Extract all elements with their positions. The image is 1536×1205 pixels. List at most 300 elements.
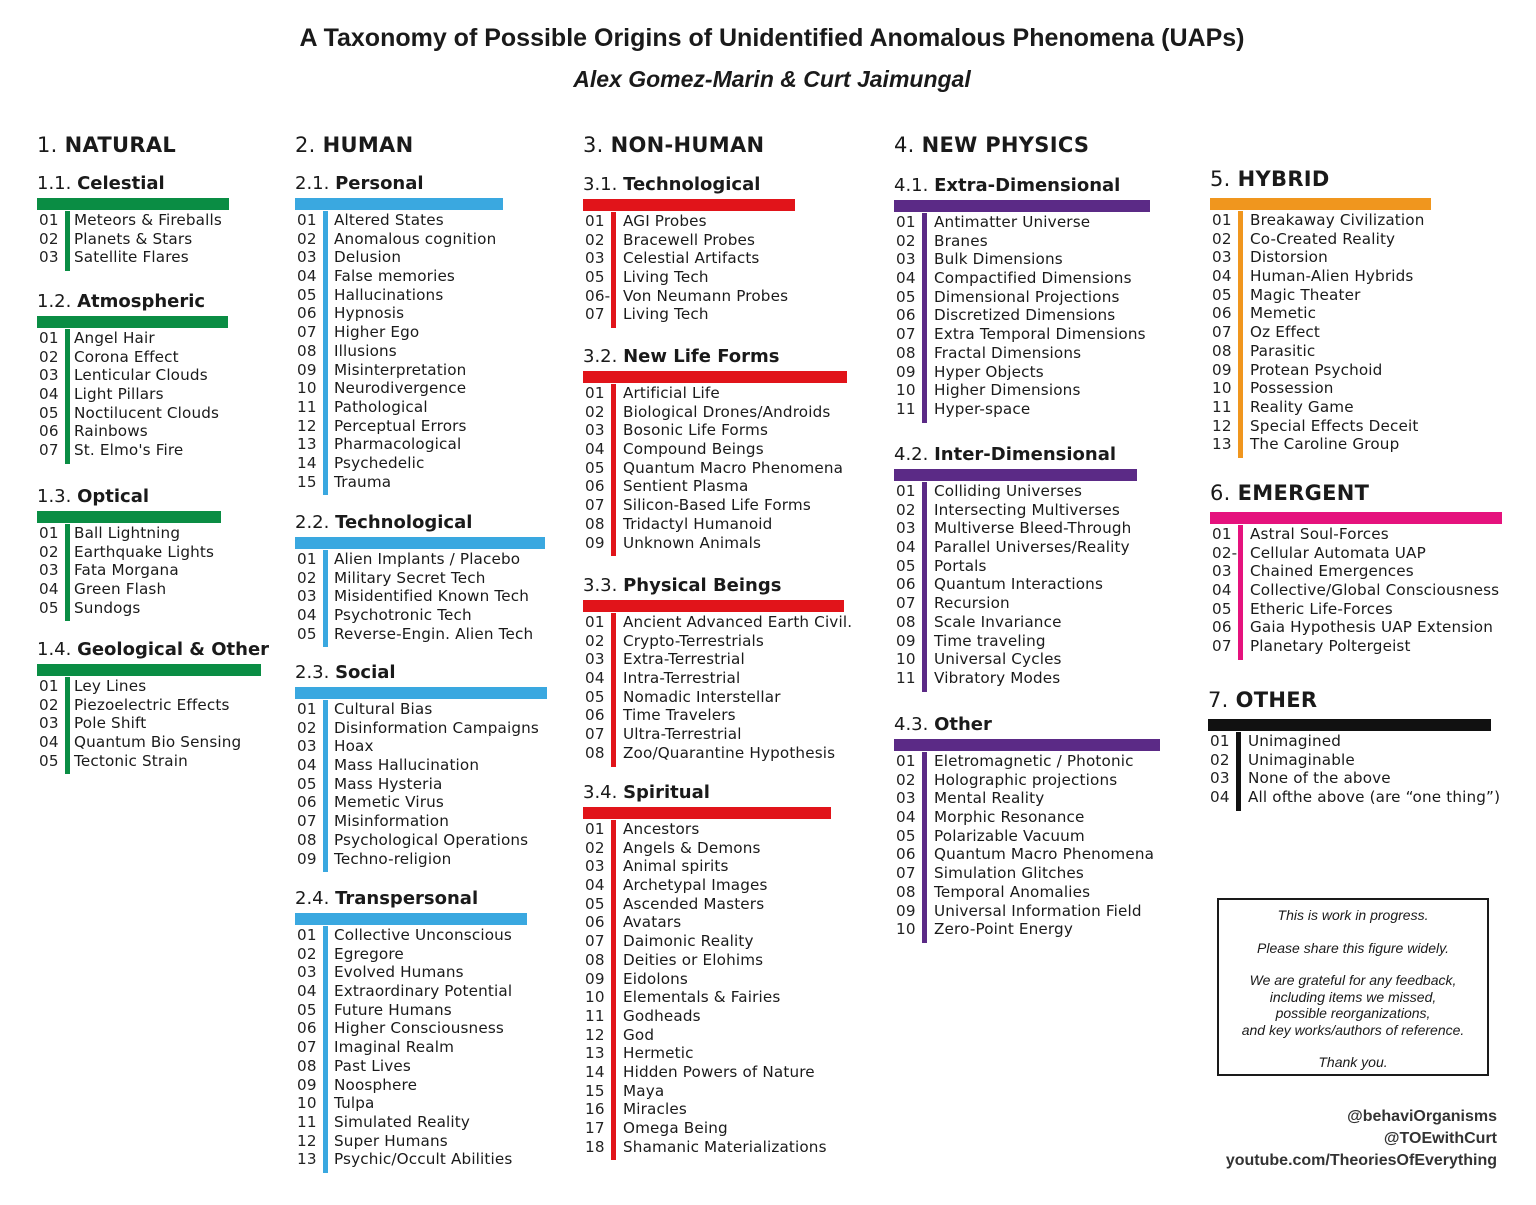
subcategory-list bbox=[583, 613, 853, 763]
item-label: Imaginal Realm bbox=[334, 1038, 455, 1057]
item-label: Noctilucent Clouds bbox=[74, 403, 220, 422]
item-label: Altered States bbox=[334, 211, 444, 229]
list-item bbox=[295, 342, 503, 361]
list-item bbox=[583, 1044, 831, 1063]
item-label: Unknown Animals bbox=[623, 533, 762, 552]
item-label: Avatars bbox=[623, 913, 682, 932]
list-item bbox=[1208, 788, 1501, 807]
category-list bbox=[1210, 525, 1502, 656]
list-item bbox=[295, 1094, 527, 1113]
item-number: 04 bbox=[896, 269, 916, 288]
note-line: and key works/authors of reference. bbox=[1241, 1021, 1465, 1038]
item-number: 02 bbox=[39, 229, 59, 248]
item-number: 02 bbox=[297, 944, 317, 963]
item-label: Colliding Universes bbox=[934, 482, 1083, 500]
item-number: 06 bbox=[297, 304, 317, 323]
category-name: HUMAN bbox=[322, 133, 414, 157]
category-number: 7. bbox=[1208, 688, 1236, 712]
list-item bbox=[894, 288, 1150, 307]
item-number: 04 bbox=[297, 756, 317, 775]
item-number: 08 bbox=[896, 612, 916, 631]
list-item bbox=[583, 988, 831, 1007]
list-item bbox=[295, 606, 545, 625]
subcategory-list bbox=[583, 212, 795, 324]
subcategory-new-life-forms bbox=[583, 346, 847, 552]
item-number: 04 bbox=[585, 440, 605, 459]
item-label: Ancient Advanced Earth Civil. bbox=[623, 613, 853, 631]
list-item bbox=[295, 1019, 527, 1038]
item-label: Ascended Masters bbox=[623, 894, 765, 913]
item-label: Meteors & Fireballs bbox=[74, 211, 222, 229]
subcategory-number: 2.4. bbox=[295, 888, 336, 909]
list-item bbox=[583, 231, 795, 250]
item-label: Biological Drones/Androids bbox=[623, 402, 831, 421]
item-label: Rainbows bbox=[74, 422, 148, 441]
list-item bbox=[894, 232, 1150, 251]
list-item bbox=[894, 400, 1150, 419]
subcategory-name: Personal bbox=[335, 173, 424, 194]
item-number: 10 bbox=[1212, 379, 1232, 398]
item-number: 05 bbox=[297, 774, 317, 793]
item-label: Polarizable Vacuum bbox=[934, 826, 1085, 845]
item-number: 12 bbox=[1212, 416, 1232, 435]
list-item bbox=[583, 632, 844, 651]
item-number: 09 bbox=[297, 360, 317, 379]
category-title bbox=[37, 132, 176, 158]
list-item bbox=[37, 752, 269, 771]
list-item bbox=[583, 268, 795, 287]
subcategory-number: 3.4. bbox=[583, 782, 624, 803]
list-item bbox=[894, 381, 1150, 400]
list-item bbox=[295, 775, 547, 794]
item-label: Etheric Life-Forces bbox=[1250, 599, 1393, 618]
item-label: Noosphere bbox=[334, 1075, 418, 1094]
item-number: 07 bbox=[896, 594, 916, 613]
list-item bbox=[583, 1119, 831, 1138]
list-item bbox=[295, 323, 503, 342]
item-label: Portals bbox=[934, 556, 987, 575]
item-number: 04 bbox=[297, 982, 317, 1001]
credit-handle: @behaviOrganisms bbox=[1347, 1108, 1497, 1125]
list-item bbox=[295, 587, 545, 606]
list-item bbox=[894, 519, 1137, 538]
list-item bbox=[295, 1057, 527, 1076]
subcategory-number: 4.3. bbox=[894, 714, 935, 735]
item-label: Magic Theater bbox=[1250, 285, 1361, 304]
item-number: 04 bbox=[1212, 581, 1232, 600]
item-number: 02 bbox=[39, 542, 59, 561]
item-number: 11 bbox=[297, 397, 317, 416]
item-number: 04 bbox=[39, 733, 59, 752]
subcategory-bar bbox=[37, 198, 229, 210]
list-item bbox=[894, 632, 1137, 651]
category-human bbox=[295, 132, 539, 1169]
item-label: Intra-Terrestrial bbox=[623, 669, 741, 688]
item-number: 13 bbox=[297, 1150, 317, 1169]
item-label: Perceptual Errors bbox=[334, 416, 467, 435]
item-number: 07 bbox=[297, 1038, 317, 1057]
item-label: Miracles bbox=[623, 1100, 687, 1119]
list-item bbox=[894, 557, 1137, 576]
category-number: 4. bbox=[894, 133, 922, 157]
list-item bbox=[1210, 211, 1431, 230]
item-label: Misidentified Known Tech bbox=[334, 587, 529, 606]
item-number: 03 bbox=[896, 250, 916, 269]
item-label: Tulpa bbox=[334, 1094, 375, 1113]
category-bar bbox=[1208, 719, 1491, 731]
item-label: Mass Hysteria bbox=[334, 774, 443, 793]
list-item bbox=[295, 550, 545, 569]
subcategory-bar bbox=[37, 664, 261, 676]
list-item bbox=[295, 982, 527, 1001]
item-label: Elementals & Fairies bbox=[623, 988, 781, 1007]
item-label: Vibratory Modes bbox=[934, 668, 1061, 687]
list-item bbox=[1210, 361, 1431, 380]
item-number: 01 bbox=[585, 820, 605, 838]
item-label: Misinterpretation bbox=[334, 360, 467, 379]
item-number: 07 bbox=[585, 932, 605, 951]
item-label: Cellular Automata UAP bbox=[1250, 543, 1426, 562]
list-item bbox=[583, 515, 847, 534]
list-item bbox=[295, 267, 503, 286]
item-number: 06 bbox=[39, 422, 59, 441]
item-label: St. Elmo's Fire bbox=[74, 441, 184, 460]
item-number: 08 bbox=[896, 343, 916, 362]
list-item bbox=[894, 594, 1137, 613]
category-number: 5. bbox=[1210, 167, 1238, 191]
item-label: Quantum Macro Phenomena bbox=[623, 458, 844, 477]
list-item bbox=[37, 543, 221, 562]
item-number: 09 bbox=[297, 849, 317, 868]
subcategory-list bbox=[583, 384, 847, 552]
item-number: 07 bbox=[896, 864, 916, 883]
subcategory-list bbox=[37, 211, 229, 267]
item-number: 02 bbox=[585, 402, 605, 421]
list-item bbox=[295, 700, 547, 719]
item-number: 05 bbox=[896, 556, 916, 575]
list-item bbox=[583, 287, 795, 306]
subcategory-name: Optical bbox=[77, 486, 150, 507]
subcategory-name: Atmospheric bbox=[77, 291, 206, 312]
list-item bbox=[295, 1150, 527, 1169]
category-title bbox=[1210, 480, 1502, 506]
subcategory-title bbox=[583, 782, 831, 804]
list-item bbox=[583, 876, 831, 895]
list-item bbox=[583, 669, 844, 688]
item-label: Super Humans bbox=[334, 1131, 448, 1150]
item-number: 08 bbox=[297, 830, 317, 849]
subcategory-name: Physical Beings bbox=[623, 575, 782, 596]
item-label: Higher Ego bbox=[334, 323, 420, 342]
category-name: OTHER bbox=[1235, 688, 1318, 712]
item-number: 11 bbox=[896, 668, 916, 687]
item-label: Human-Alien Hybrids bbox=[1250, 267, 1414, 286]
list-item bbox=[37, 422, 228, 441]
subcategory-list bbox=[37, 524, 221, 617]
list-item bbox=[894, 845, 1160, 864]
subcategory-technological bbox=[583, 174, 795, 324]
item-label: Protean Psychoid bbox=[1250, 360, 1383, 379]
item-label: Extra-Terrestrial bbox=[623, 650, 745, 669]
list-item bbox=[583, 913, 831, 932]
item-label: Special Effects Deceit bbox=[1250, 416, 1419, 435]
subcategory-number: 3.1. bbox=[583, 174, 624, 195]
item-number: 09 bbox=[896, 362, 916, 381]
list-item bbox=[894, 669, 1137, 688]
list-item bbox=[894, 771, 1160, 790]
list-item bbox=[37, 230, 229, 249]
item-label: Alien Implants / Placebo bbox=[334, 550, 521, 568]
list-item bbox=[1210, 562, 1502, 581]
item-number: 18 bbox=[585, 1137, 605, 1156]
list-item bbox=[1210, 581, 1502, 600]
item-label: Evolved Humans bbox=[334, 963, 464, 982]
list-item bbox=[37, 561, 221, 580]
item-number: 16 bbox=[585, 1100, 605, 1119]
item-number: 06 bbox=[297, 1019, 317, 1038]
item-number: 07 bbox=[585, 496, 605, 515]
subcategory-title bbox=[37, 173, 229, 195]
item-label: Cultural Bias bbox=[334, 700, 433, 718]
item-label: Light Pillars bbox=[74, 385, 164, 404]
item-label: Disinformation Campaigns bbox=[334, 718, 539, 737]
item-label: Quantum Bio Sensing bbox=[74, 733, 242, 752]
category-list bbox=[1210, 211, 1431, 454]
category-name: NATURAL bbox=[64, 133, 177, 157]
item-number: 03 bbox=[896, 789, 916, 808]
subcategory-technological bbox=[295, 512, 545, 643]
item-number: 05 bbox=[39, 751, 59, 770]
item-number: 05 bbox=[585, 458, 605, 477]
note-line: Thank you. bbox=[1318, 1054, 1388, 1070]
item-number: 09 bbox=[297, 1075, 317, 1094]
list-item bbox=[1210, 286, 1431, 305]
list-item bbox=[295, 963, 527, 982]
item-number: 01 bbox=[1212, 211, 1232, 229]
subcategory-celestial bbox=[37, 173, 229, 267]
item-label: Extra Temporal Dimensions bbox=[934, 325, 1146, 344]
category-number: 6. bbox=[1210, 481, 1238, 505]
list-item bbox=[583, 1007, 831, 1026]
list-item bbox=[37, 441, 228, 460]
item-label: All ofthe above (are “one thing”) bbox=[1248, 788, 1501, 807]
list-item bbox=[1210, 618, 1502, 637]
item-label: Hermetic bbox=[623, 1044, 694, 1063]
item-label: Satellite Flares bbox=[74, 248, 189, 267]
subcategory-geological-other bbox=[37, 639, 269, 770]
item-number: 01 bbox=[39, 211, 59, 229]
list-item bbox=[295, 304, 503, 323]
subcategory-title bbox=[295, 888, 527, 910]
list-item bbox=[583, 1026, 831, 1045]
subcategory-other bbox=[894, 714, 1160, 939]
note-line: This is work in progress. bbox=[1277, 907, 1429, 923]
subcategory-bar bbox=[894, 469, 1137, 481]
item-label: Pole Shift bbox=[74, 714, 147, 733]
item-number: 06- bbox=[585, 286, 611, 305]
list-item bbox=[37, 329, 228, 348]
list-item bbox=[583, 839, 831, 858]
item-label: Tectonic Strain bbox=[74, 751, 188, 770]
subcategory-bar bbox=[583, 371, 847, 383]
item-number: 02 bbox=[585, 631, 605, 650]
credit-url: youtube.com/TheoriesOfEverything bbox=[1225, 1152, 1497, 1169]
item-number: 01 bbox=[297, 926, 317, 944]
list-item bbox=[583, 932, 831, 951]
list-item bbox=[295, 230, 503, 249]
item-number: 09 bbox=[896, 631, 916, 650]
list-item bbox=[583, 706, 844, 725]
item-label: Zero-Point Energy bbox=[934, 920, 1073, 939]
item-label: Misinformation bbox=[334, 812, 449, 831]
item-label: Crypto-Terrestrials bbox=[623, 631, 764, 650]
credit-handle: @TOEwithCurt bbox=[1383, 1130, 1497, 1147]
subcategory-list bbox=[894, 752, 1160, 939]
item-label: Future Humans bbox=[334, 1000, 452, 1019]
item-label: Illusions bbox=[334, 341, 397, 360]
list-item bbox=[583, 744, 844, 763]
list-item bbox=[583, 305, 795, 324]
subcategory-bar bbox=[37, 511, 221, 523]
list-item bbox=[295, 398, 503, 417]
list-item bbox=[894, 789, 1160, 808]
item-number: 02 bbox=[39, 347, 59, 366]
item-number: 01 bbox=[896, 482, 916, 500]
item-label: Discretized Dimensions bbox=[934, 306, 1116, 325]
item-number: 08 bbox=[585, 743, 605, 762]
item-label: Chained Emergences bbox=[1250, 562, 1414, 581]
list-item bbox=[894, 808, 1160, 827]
item-label: Angels & Demons bbox=[623, 838, 761, 857]
item-number: 03 bbox=[585, 249, 605, 268]
item-label: Nomadic Interstellar bbox=[623, 687, 781, 706]
list-item bbox=[583, 459, 847, 478]
subcategory-list bbox=[295, 211, 503, 491]
item-number: 03 bbox=[896, 519, 916, 538]
list-item bbox=[583, 613, 853, 632]
item-label: Compactified Dimensions bbox=[934, 269, 1132, 288]
item-label: Hyper Objects bbox=[934, 362, 1044, 381]
subcategory-number: 4.1. bbox=[894, 175, 935, 196]
item-label: Living Tech bbox=[623, 305, 709, 324]
subcategory-title bbox=[894, 444, 1137, 466]
list-item bbox=[37, 714, 269, 733]
list-item bbox=[1210, 637, 1502, 656]
item-label: Planets & Stars bbox=[74, 229, 193, 248]
item-number: 02 bbox=[896, 500, 916, 519]
item-number: 01 bbox=[896, 752, 916, 770]
item-number: 04 bbox=[896, 808, 916, 827]
item-number: 08 bbox=[297, 341, 317, 360]
list-item bbox=[894, 864, 1160, 883]
list-item bbox=[295, 1038, 527, 1057]
subcategory-spiritual bbox=[583, 782, 831, 1156]
category-title bbox=[894, 132, 1089, 158]
item-label: Earthquake Lights bbox=[74, 542, 215, 561]
item-label: Sentient Plasma bbox=[623, 477, 749, 496]
item-label: Eletromagnetic / Photonic bbox=[934, 752, 1134, 770]
subcategory-bar bbox=[583, 807, 831, 819]
item-label: Multiverse Bleed-Through bbox=[934, 519, 1132, 538]
item-number: 03 bbox=[1210, 769, 1230, 788]
list-item bbox=[1210, 267, 1431, 286]
category-name: NEW PHYSICS bbox=[921, 133, 1090, 157]
item-label: Egregore bbox=[334, 944, 404, 963]
item-label: Von Neumann Probes bbox=[623, 286, 789, 305]
item-label: Universal Information Field bbox=[934, 901, 1142, 920]
item-number: 10 bbox=[896, 381, 916, 400]
subcategory-bar bbox=[894, 739, 1160, 751]
subcategory-number: 2.1. bbox=[295, 173, 336, 194]
subcategory-number: 4.2. bbox=[894, 444, 935, 465]
list-item bbox=[894, 920, 1160, 939]
item-label: Hidden Powers of Nature bbox=[623, 1062, 815, 1081]
category-non-human bbox=[583, 132, 853, 1156]
list-item bbox=[583, 970, 831, 989]
item-number: 07 bbox=[585, 725, 605, 744]
list-item bbox=[583, 1063, 831, 1082]
list-item bbox=[295, 737, 547, 756]
item-number: 10 bbox=[896, 650, 916, 669]
item-label: Intersecting Multiverses bbox=[934, 500, 1120, 519]
item-number: 14 bbox=[297, 453, 317, 472]
item-label: Time Travelers bbox=[623, 706, 736, 725]
item-label: Tridactyl Humanoid bbox=[623, 514, 773, 533]
item-number: 07 bbox=[297, 323, 317, 342]
item-number: 03 bbox=[297, 737, 317, 756]
item-number: 01 bbox=[297, 550, 317, 568]
list-item bbox=[583, 496, 847, 515]
item-label: Holographic projections bbox=[934, 770, 1118, 789]
item-number: 04 bbox=[39, 385, 59, 404]
item-number: 05 bbox=[39, 403, 59, 422]
item-label: Fata Morgana bbox=[74, 561, 179, 580]
item-label: Anomalous cognition bbox=[334, 229, 497, 248]
item-label: None of the above bbox=[1248, 769, 1391, 788]
list-item bbox=[295, 926, 527, 945]
item-label: Bulk Dimensions bbox=[934, 250, 1063, 269]
subcategory-extra-dimensional bbox=[894, 175, 1150, 419]
item-label: Daimonic Reality bbox=[623, 932, 754, 951]
item-label: Living Tech bbox=[623, 268, 709, 287]
subcategory-list bbox=[295, 700, 547, 868]
subcategory-title bbox=[894, 714, 1160, 736]
item-label: Celestial Artifacts bbox=[623, 249, 760, 268]
list-item bbox=[583, 384, 847, 403]
subcategory-list bbox=[295, 926, 527, 1169]
item-label: Maya bbox=[623, 1081, 665, 1100]
item-number: 03 bbox=[585, 857, 605, 876]
list-item bbox=[295, 1001, 527, 1020]
list-item bbox=[894, 482, 1137, 501]
subcategory-name: Social bbox=[335, 662, 396, 683]
item-number: 11 bbox=[1212, 397, 1232, 416]
item-label: Quantum Interactions bbox=[934, 575, 1104, 594]
item-number: 06 bbox=[896, 306, 916, 325]
list-item bbox=[583, 534, 847, 553]
item-label: God bbox=[623, 1025, 655, 1044]
item-number: 01 bbox=[1210, 732, 1230, 750]
item-number: 07 bbox=[297, 812, 317, 831]
subcategory-number: 3.2. bbox=[583, 346, 624, 367]
subcategory-list bbox=[894, 482, 1137, 688]
subcategory-name: Celestial bbox=[77, 173, 165, 194]
subcategory-title bbox=[295, 662, 547, 684]
item-label: Archetypal Images bbox=[623, 876, 768, 895]
list-item bbox=[583, 1082, 831, 1101]
item-number: 02 bbox=[297, 718, 317, 737]
list-item bbox=[37, 404, 228, 423]
